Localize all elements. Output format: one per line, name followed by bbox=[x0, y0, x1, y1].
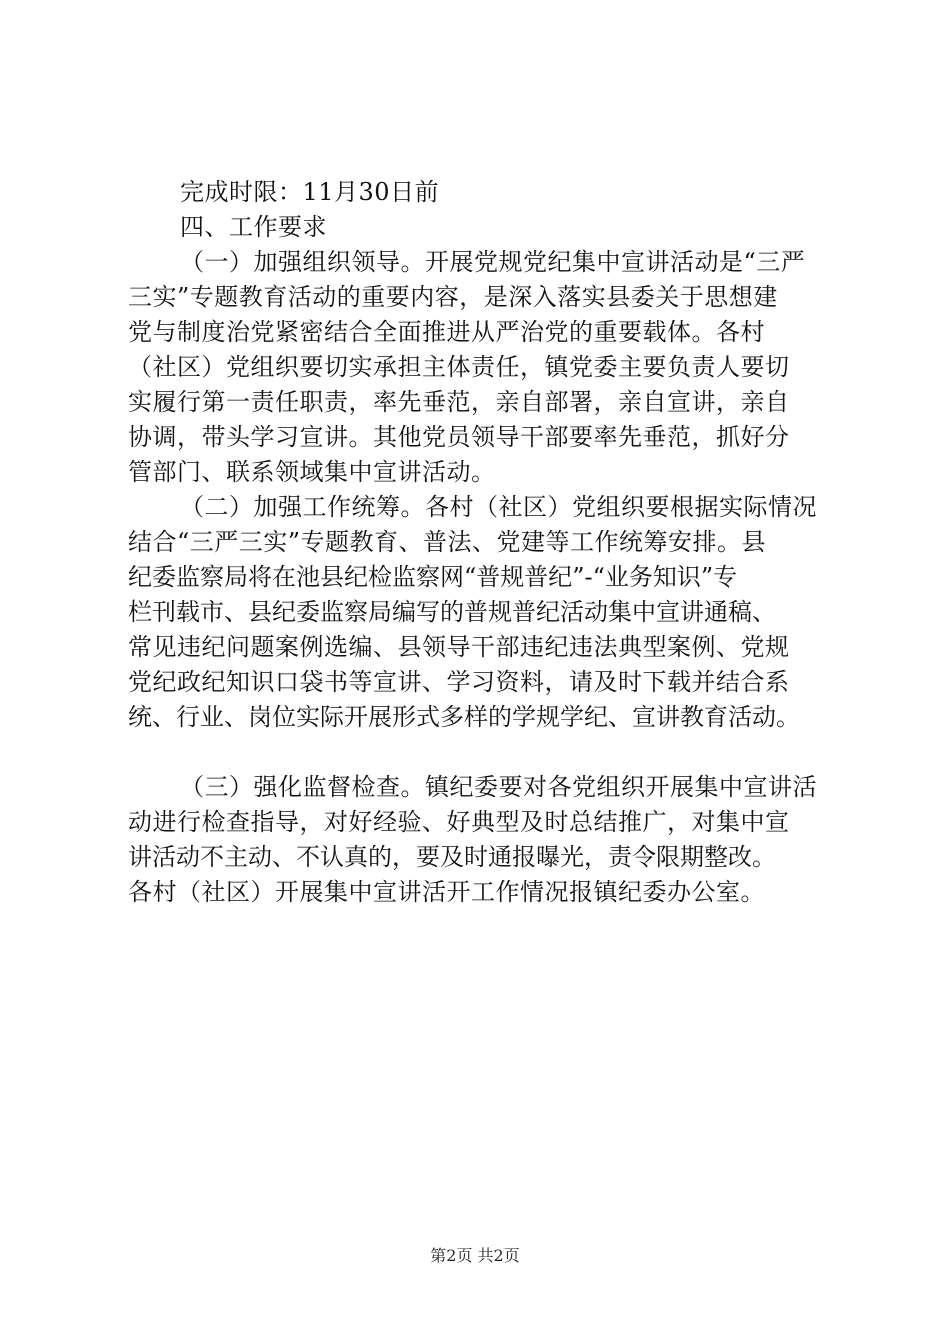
document-body bbox=[128, 175, 852, 910]
page-footer: 第2页 共2页 bbox=[430, 1246, 520, 1265]
paragraph-3-line-4: 各村（社区）开展集中宣讲活开工作情况报镇纪委办公室。 bbox=[128, 878, 765, 906]
paragraph-2-line-2: 结合“三严三实”专题教育、普法、党建等工作统筹安排。县 bbox=[128, 528, 767, 556]
paragraph-3-line-1: （三）强化监督检查。镇纪委要对各党组织开展集中宣讲活 bbox=[180, 773, 817, 801]
paragraph-3-line-2: 动进行检查指导，对好经验、好典型及时总结推广，对集中宣 bbox=[128, 808, 790, 836]
paragraph-2-line-7: 统、行业、岗位实际开展形式多样的学规学纪、宣讲教育活动。 bbox=[128, 703, 800, 731]
paragraph-gap bbox=[128, 735, 852, 770]
paragraph-2-line-4: 栏刊载市、县纪委监察局编写的普规普纪活动集中宣讲通稿、 bbox=[128, 598, 776, 626]
paragraph-2-line-3: 纪委监察局将在池县纪检监察网“普规普纪”-“业务知识”专 bbox=[128, 563, 738, 591]
paragraph-1-line-1: （一）加强组织领导。开展党规党纪集中宣讲活动是“三严 bbox=[180, 248, 806, 276]
paragraph-1-line-6: 协调，带头学习宣讲。其他党员领导干部要率先垂范，抓好分 bbox=[128, 423, 790, 451]
paragraph-1-line-3: 党与制度治党紧密结合全面推进从严治党的重要载体。各村 bbox=[128, 318, 765, 346]
paragraph-1-line-4: （社区）党组织要切实承担主体责任，镇党委主要负责人要切 bbox=[128, 353, 790, 381]
paragraph-2-line-5: 常见违纪问题案例选编、县领导干部违纪违法典型案例、党规 bbox=[128, 633, 790, 661]
paragraph-2-line-6: 党纪政纪知识口袋书等宣讲、学习资料，请及时下载并结合系 bbox=[128, 668, 790, 696]
paragraph-1-line-5: 实履行第一责任职责，率先垂范，亲自部署，亲自宣讲，亲自 bbox=[128, 388, 790, 416]
paragraph-2-line-1: （二）加强工作统筹。各村（社区）党组织要根据实际情况 bbox=[180, 493, 817, 521]
paragraph-1-line-7: 管部门、联系领域集中宣讲活动。 bbox=[128, 458, 496, 486]
paragraph-3-line-3: 讲活动不主动、不认真的，要及时通报曝光，责令限期整改。 bbox=[128, 843, 776, 871]
deadline-line: 完成时限：11月30日前 bbox=[180, 178, 440, 206]
section-heading: 四、工作要求 bbox=[180, 213, 327, 241]
paragraph-1-line-2: 三实”专题教育活动的重要内容，是深入落实县委关于思想建 bbox=[128, 283, 778, 311]
